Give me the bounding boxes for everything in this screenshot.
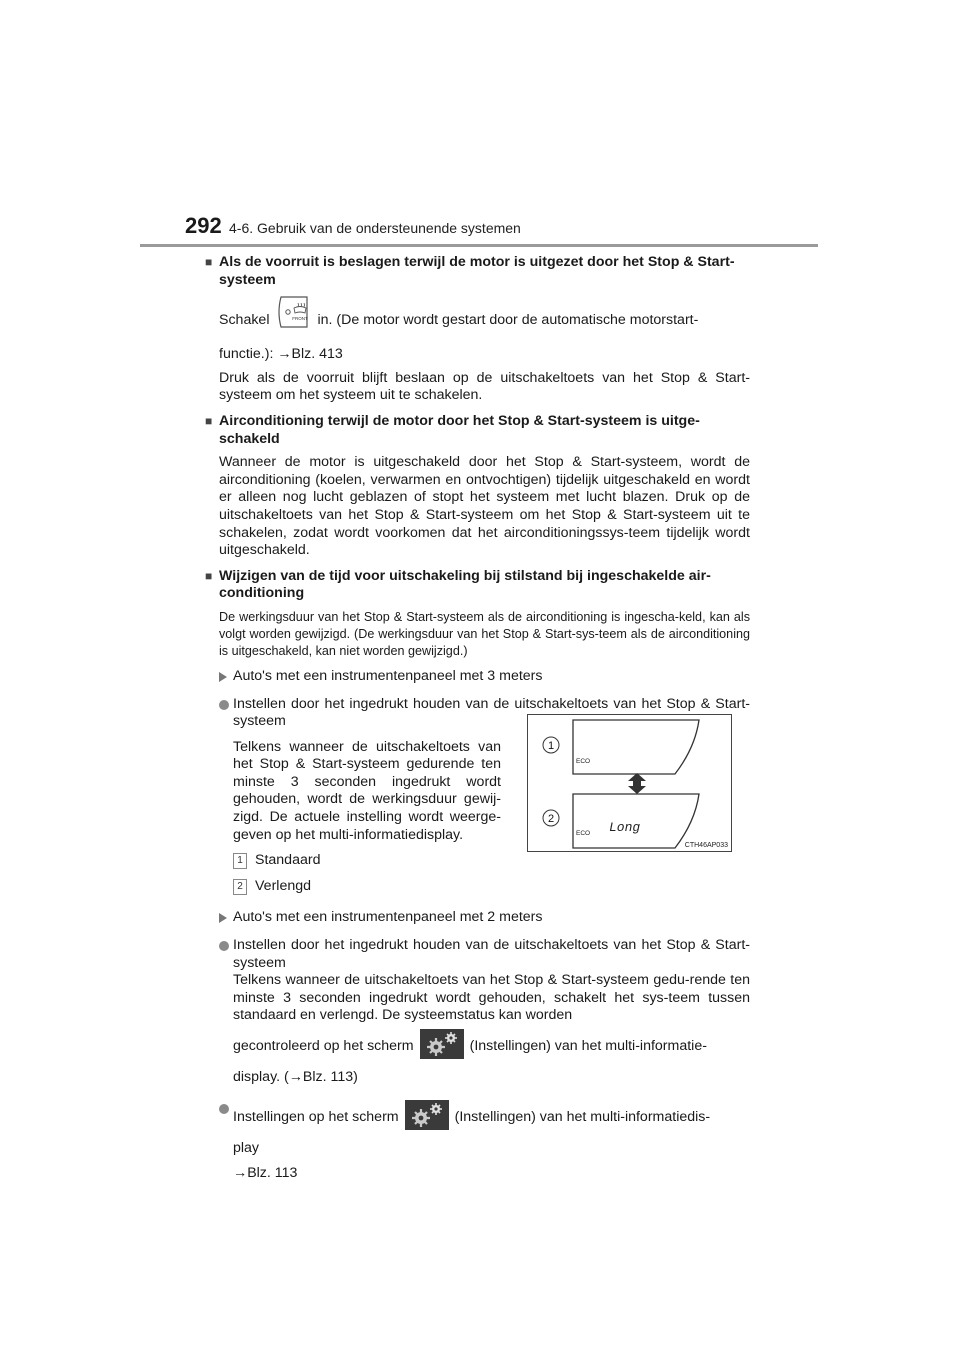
bullet-item bbox=[219, 1100, 750, 1183]
body-text: De werkingsduur van het Stop & Start-systeem als de airconditioning is ingescha-keld, kan als volgt worden gewijzigd. (De werkingsduur van het Stop & Start-sys-teem als de airconditioning is uitgeschakeld, kan niet worden gewijzigd.) bbox=[219, 609, 750, 658]
subheading-3-meters bbox=[219, 668, 750, 688]
settings-gears-icon bbox=[405, 1100, 449, 1136]
body-text: display. (→Blz. 113) bbox=[233, 1068, 358, 1085]
body-text: (Instellingen) van het multi-informatie- bbox=[469, 1038, 707, 1054]
long-display-text: Long bbox=[609, 820, 641, 835]
figure-code: CTH46AP033 bbox=[684, 842, 728, 849]
legend-number: 2 bbox=[233, 879, 247, 895]
button-label: FRONT bbox=[292, 316, 309, 322]
triangle-bullet-icon bbox=[219, 913, 227, 923]
legend-label: Verlengd bbox=[255, 877, 312, 894]
body-text: (Instellingen) van het multi-informatiedis- bbox=[454, 1109, 711, 1126]
legend-item bbox=[233, 878, 501, 896]
eco-label: ECO bbox=[576, 758, 591, 765]
body-text: gecontroleerd op het scherm bbox=[233, 1038, 414, 1054]
section-heading bbox=[205, 568, 750, 603]
triangle-bullet-icon bbox=[219, 672, 227, 682]
callout-2: 2 bbox=[547, 813, 555, 825]
page-reference: →Blz. 113 bbox=[233, 1165, 298, 1182]
subheading-2-meters bbox=[219, 909, 750, 929]
dot-bullet-icon bbox=[219, 941, 229, 951]
bullet-text: Instellen door het ingedrukt houden van de uitschakeltoets van het Stop & Start-systeem bbox=[233, 937, 750, 971]
section-airconditioning bbox=[205, 413, 750, 560]
dot-bullet-icon bbox=[219, 1104, 229, 1114]
page-number: 292 bbox=[185, 213, 222, 238]
body-text: play bbox=[233, 1139, 260, 1156]
eco-label: ECO bbox=[576, 830, 591, 837]
legend-label: Standaard bbox=[255, 852, 321, 869]
callout-1: 1 bbox=[547, 740, 555, 752]
body-text: Instellingen op het scherm bbox=[233, 1109, 399, 1126]
chapter-title: 4-6. Gebruik van de ondersteunende systemen bbox=[229, 220, 521, 236]
bullet-item bbox=[219, 937, 750, 1086]
section-heading bbox=[205, 413, 750, 448]
body-text: in. (De motor wordt gestart door de automatische motorstart- bbox=[317, 311, 699, 328]
section-change-time bbox=[205, 568, 750, 1183]
bullet-text: Instellen door het ingedrukt houden van de uitschakeltoets van het Stop & Start-systeem bbox=[233, 695, 750, 730]
settings-gears-icon bbox=[420, 1029, 464, 1065]
heading-text: Wijzigen van de tijd voor uitschakeling bij stilstand bij ingeschakelde air-conditioning bbox=[219, 567, 711, 602]
legend-item bbox=[233, 852, 501, 870]
section-heading bbox=[205, 254, 750, 289]
body-text: Telkens wanneer de uitschakeltoets van het Stop & Start-systeem gedurende ten minste 3 seconden ingedrukt wordt gehouden, wordt de werkingsduur gewij-zigd. De actuele instelling wordt weerge-geven op het multi-informatiedisplay. bbox=[233, 738, 501, 843]
square-bullet-icon: ■ bbox=[205, 413, 213, 428]
header-divider bbox=[140, 244, 818, 247]
square-bullet-icon: ■ bbox=[205, 255, 213, 269]
heading-text: Airconditioning terwijl de motor door het Stop & Start-systeem is uitge-schakeld bbox=[219, 412, 700, 447]
subheading-text: Auto's met een instrumentenpaneel met 2 meters bbox=[233, 909, 543, 926]
body-text: Druk als de voorruit blijft beslaan op de uitschakeltoets van het Stop & Start-systeem om het systeem uit te schakelen. bbox=[219, 369, 750, 404]
legend-number: 1 bbox=[233, 853, 247, 869]
subheading-text: Auto's met een instrumentenpaneel met 3 meters bbox=[233, 667, 543, 684]
square-bullet-icon: ■ bbox=[205, 568, 213, 583]
section-fogged-windshield bbox=[205, 254, 750, 405]
body-text: Schakel bbox=[219, 311, 270, 328]
front-defroster-button-icon bbox=[275, 295, 311, 344]
body-text: Wanneer de motor is uitgeschakeld door het Stop & Start-systeem, wordt de airconditioning (koelen, verwarmen en ontvochtigen) tijdelijk uitgeschakeld en wordt er alleen nog lucht geblazen of stopt het systeem met lucht blazen. Druk op de uitschakeltoets van het Stop & Start-systeem om het Stop & Start-systeem uit te schakelen, zodat wordt voorkomen dat het airconditioningssys-teem tijdelijk wordt uitgeschakeld. bbox=[219, 454, 750, 559]
body-text: functie.): →Blz. 413 bbox=[219, 346, 343, 363]
heading-text: Als de voorruit is beslagen terwijl de motor is uitgezet door het Stop & Start-systeem bbox=[219, 254, 735, 288]
body-text: Telkens wanneer de uitschakeltoets van het Stop & Start-systeem gedu-rende ten minste 3 seconden ingedrukt wordt gehouden, schakelt het sys-teem tussen standaard en verlengd. De systeemstatus kan worden bbox=[233, 972, 750, 1024]
dot-bullet-icon bbox=[219, 700, 229, 710]
eco-display-diagram bbox=[527, 714, 732, 852]
display-panel-standard bbox=[573, 720, 699, 774]
